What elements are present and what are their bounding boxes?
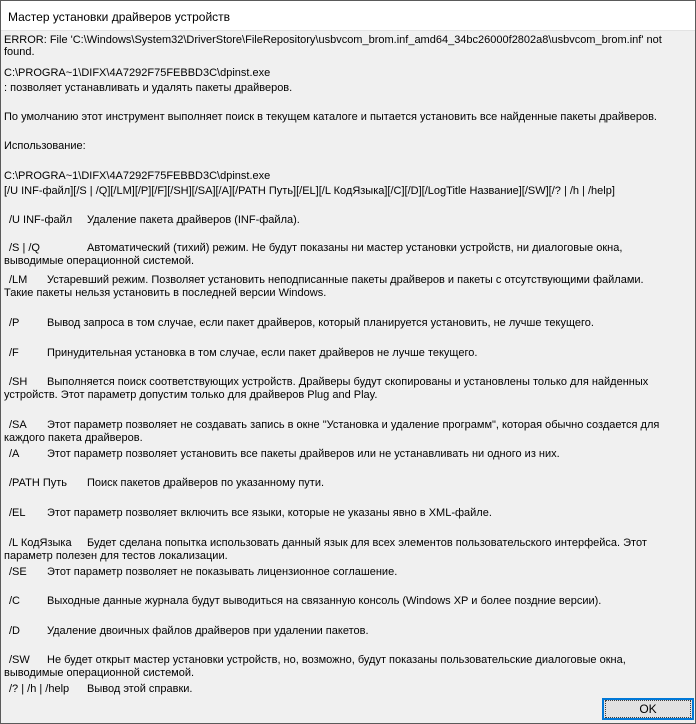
option-a-desc: Этот параметр позволяет установить все пакеты драйверов или не устанавливать ни одного из них. bbox=[47, 448, 560, 460]
option-sa-desc: Этот параметр позволяет не создавать запись в окне "Установка и удаление программ", которая обычно создается для bbox=[47, 419, 660, 431]
option-s-desc-cont: выводимые операционной системой. bbox=[4, 255, 195, 267]
option-sw-desc-cont: выводимые операционной системой. bbox=[4, 667, 195, 679]
option-el-desc: Этот параметр позволяет включить все языки, которые не указаны явно в XML-файле. bbox=[47, 507, 492, 519]
option-c-desc: Выходные данные журнала будут выводиться на связанную консоль (Windows XP и более поздние версии). bbox=[47, 595, 602, 607]
usage-syntax: [/U INF-файл][/S | /Q][/LM][/P][/F][/SH][/SA][/A][/PATH Путь][/EL][/L КодЯзыка][/C][/D][/LogTitle Название][/SW][/? | /h | /help] bbox=[4, 185, 615, 197]
option-help-desc: Вывод этой справки. bbox=[87, 683, 193, 695]
option-lm-desc-cont: Такие пакеты нельзя установить в последней версии Windows. bbox=[4, 287, 327, 299]
option-u-key: /U INF-файл bbox=[9, 214, 73, 226]
option-p-key: /P bbox=[9, 317, 20, 329]
error-line-cont: found. bbox=[4, 46, 35, 58]
option-lm-key: /LM bbox=[9, 274, 28, 286]
option-s-desc: Автоматический (тихий) режим. Не будут показаны ни мастер установки устройств, ни диалоговые окна, bbox=[87, 242, 623, 254]
option-sh-desc: Выполняется поиск соответствующих устройств. Драйверы будут скопированы и установлены только для найденных bbox=[47, 376, 649, 388]
option-l-desc: Будет сделана попытка использовать данный язык для всех элементов пользовательского интерфейса. Этот bbox=[87, 537, 647, 549]
option-sa-desc-cont: каждого пакета драйверов. bbox=[4, 432, 143, 444]
option-u-desc: Удаление пакета драйверов (INF-файла). bbox=[87, 214, 300, 226]
option-f-desc: Принудительная установка в том случае, если пакет драйверов не лучше текущего. bbox=[47, 347, 478, 359]
option-l-desc-cont: параметр полезен для тестов локализации. bbox=[4, 550, 228, 562]
usage-label: Использование: bbox=[4, 140, 86, 152]
option-lm-desc: Устаревший режим. Позволяет установить неподписанные пакеты драйверов и пакеты с отсутствующими файлами. bbox=[47, 274, 644, 286]
option-s-key: /S | /Q bbox=[9, 242, 40, 254]
usage-path: C:\PROGRA~1\DIFX\4A7292F75FEBBD3C\dpinst.exe bbox=[4, 170, 271, 182]
option-c-key: /C bbox=[9, 595, 20, 607]
ok-button[interactable] bbox=[602, 698, 694, 720]
option-d-desc: Удаление двоичных файлов драйверов при удалении пакетов. bbox=[47, 625, 369, 637]
title-bar[interactable] bbox=[1, 1, 695, 31]
message-area bbox=[1, 31, 696, 724]
option-f-key: /F bbox=[9, 347, 19, 359]
option-path-key: /PATH Путь bbox=[9, 477, 67, 489]
ok-button-label: OK bbox=[605, 700, 691, 718]
option-se-desc: Этот параметр позволяет не показывать лицензионное соглашение. bbox=[47, 566, 398, 578]
option-sw-desc: Не будет открыт мастер установки устройств, но, возможно, будут показаны пользовательские диалоговые окна, bbox=[47, 654, 626, 666]
option-el-key: /EL bbox=[9, 507, 26, 519]
option-path-desc: Поиск пакетов драйверов по указанному пути. bbox=[87, 477, 325, 489]
error-line: ERROR: File 'C:\Windows\System32\DriverStore\FileRepository\usbvcom_brom.inf_amd64_34bc26000f2802a8\usbvcom_brom.inf' not bbox=[4, 34, 662, 46]
option-a-key: /A bbox=[9, 448, 20, 460]
option-sh-desc-cont: устройств. Этот параметр допустим только для драйверов Plug and Play. bbox=[4, 389, 378, 401]
option-sw-key: /SW bbox=[9, 654, 30, 666]
option-sa-key: /SA bbox=[9, 419, 27, 431]
window-title: Мастер установки драйверов устройств bbox=[8, 10, 231, 24]
option-p-desc: Вывод запроса в том случае, если пакет драйверов, который планируется установить, не лучше текущего. bbox=[47, 317, 594, 329]
tool-description: : позволяет устанавливать и удалять пакеты драйверов. bbox=[4, 82, 293, 94]
option-d-key: /D bbox=[9, 625, 20, 637]
option-se-key: /SE bbox=[9, 566, 27, 578]
option-sh-key: /SH bbox=[9, 376, 28, 388]
option-help-key: /? | /h | /help bbox=[9, 683, 70, 695]
default-behavior-text: По умолчанию этот инструмент выполняет поиск в текущем каталоге и пытается установить все найденные пакеты драйверов. bbox=[4, 111, 657, 123]
option-l-key: /L КодЯзыка bbox=[9, 537, 72, 549]
exe-path: C:\PROGRA~1\DIFX\4A7292F75FEBBD3C\dpinst.exe bbox=[4, 67, 271, 79]
